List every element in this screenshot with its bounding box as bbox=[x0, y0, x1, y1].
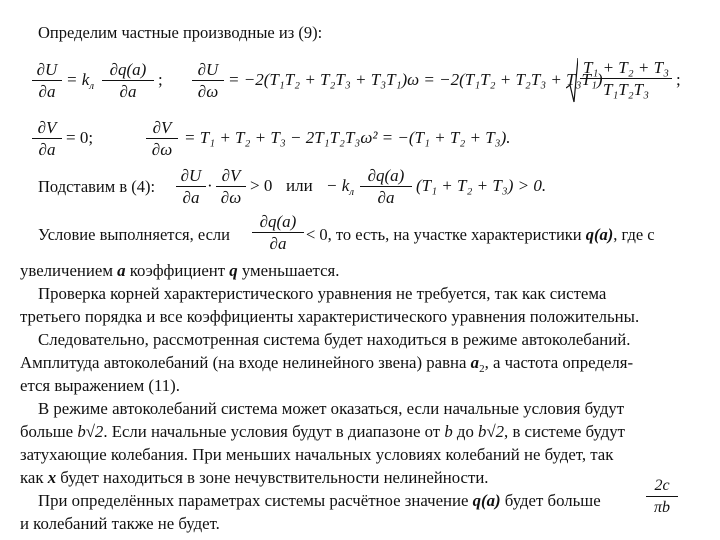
text-line-3: третьего порядка и все коэффициенты характеристического уравнения положительны. bbox=[20, 307, 640, 326]
dot: · bbox=[207, 176, 213, 195]
fraction-dU-da: ∂U ∂a bbox=[32, 60, 62, 101]
text-line-2: Проверка корней характеристического уравнения не требуется, так как система bbox=[38, 284, 607, 303]
fraction-2c-pib: 2c πb bbox=[646, 476, 678, 517]
text-line-6: ется выражением (11). bbox=[20, 376, 180, 395]
sqrt-sign bbox=[566, 58, 578, 104]
text-line-11: При определённых параметрах системы расчётное значение q(a) будет больше bbox=[38, 491, 601, 510]
equation-rhs-V: = T₁ + T₂ + T₃ − 2T₁T₂T₃ω² = −(T₁ + T₂ + T₃). bbox=[184, 128, 511, 147]
fraction-sqrt-T: T₁ + T₂ + T₃ T₁T₂T₃ bbox=[580, 58, 672, 99]
text-line-5: Амплитуда автоколебаний (на входе нелинейного звена) равна $a_2$, а частота определя- bbox=[20, 353, 634, 375]
text-line-7: В режиме автоколебаний система может оказаться, если начальные условия будут bbox=[38, 399, 625, 418]
condition-after: < 0, то есть, на участке характеристики q(a), где с bbox=[306, 225, 655, 244]
condition-before: Условие выполняется, если bbox=[38, 225, 230, 244]
fraction-dq-da-2: ∂q(a) ∂a bbox=[360, 166, 412, 207]
equals-k: = $k_л$ bbox=[66, 70, 95, 92]
text-line-9: затухающие колебания. При меньших начальных условиях колебаний не будет, так bbox=[20, 445, 614, 464]
minus-k: − $k_л$ bbox=[326, 176, 355, 198]
fraction-dV-da: ∂V ∂a bbox=[32, 118, 62, 159]
substitute-label: Подставим в (4): bbox=[38, 177, 156, 196]
substitute-tail: (T₁ + T₂ + T₃) > 0. bbox=[416, 176, 547, 195]
equation-rhs-U: = −2(T₁T₂ + T₂T₃ + T₃T₁)ω = −2(T₁T₂ + T₂T₃ + T₃T₁) bbox=[228, 70, 603, 89]
fraction-dq-da-3: ∂q(a) ∂a bbox=[252, 212, 304, 253]
equals-zero: = 0; bbox=[66, 128, 94, 147]
text-line-4: Следовательно, рассмотренная система будет находиться в режиме автоколебаний. bbox=[38, 330, 631, 349]
fraction-dq-da: ∂q(a) ∂a bbox=[102, 60, 154, 101]
fraction-dV-dw-2: ∂V ∂ω bbox=[216, 166, 246, 207]
heading-text: Определим частные производные из (9): bbox=[38, 23, 323, 42]
fraction-dV-dw: ∂V ∂ω bbox=[146, 118, 178, 159]
fraction-dU-dw: ∂U ∂ω bbox=[192, 60, 224, 101]
text-line-8: больше b√2. Если начальные условия будут в диапазоне от b до b√2, в системе будут bbox=[20, 422, 625, 441]
text-line-12: и колебаний также не будет. bbox=[20, 514, 220, 533]
semicolon-end: ; bbox=[676, 70, 681, 89]
fraction-dU-da-2: ∂U ∂a bbox=[176, 166, 206, 207]
text-line-1: увеличением a коэффициент q уменьшается. bbox=[20, 261, 340, 280]
gt-zero: > 0 bbox=[250, 176, 273, 195]
semicolon: ; bbox=[158, 70, 163, 89]
or-word: или bbox=[286, 176, 313, 195]
text-line-10: как x будет находиться в зоне нечувствительности нелинейности. bbox=[20, 468, 489, 487]
